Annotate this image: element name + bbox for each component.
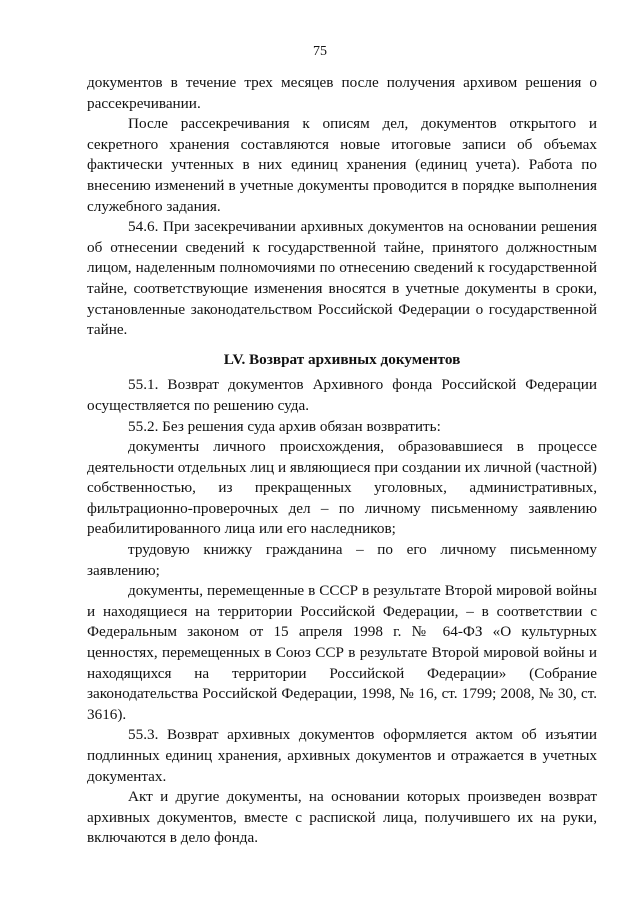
- paragraph-55-2: 55.2. Без решения суда архив обязан возвратить:: [128, 417, 441, 435]
- list-item-work-record-book: трудовую книжку гражданина – по его личному письменному заявлению;: [87, 541, 597, 579]
- document-body: [87, 73, 597, 849]
- paragraph-declassification: После рассекречивания к описям дел, документов открытого и секретного хранения составляются новые итоговые записи об объемах фактически учтенных в них единиц хранения (единиц учета). Работа по внесению изменений в учетные документы проводится в порядке выполнения служебного задания.: [87, 115, 597, 215]
- list-item-personal-documents: документы личного происхождения, образовавшиеся в процессе деятельности отдельных лиц и являющиеся при создании их личной (частной) собственностью, из прекращенных уголовных, административных, фильтрационно-проверочных дел – по личному письменному заявлению реабилитированного лица или его наследников;: [87, 438, 597, 538]
- list-item-displaced-documents: документы, перемещенные в СССР в результате Второй мировой войны и находящиеся на территории Российской Федерации, – в соответствии с Федеральным законом от 15 апреля 1998 г. № 64-ФЗ «О культурных ценностях, перемещенных в Союз ССР в результате Второй мировой войны и находящихся на территории Российской Федерации» (Собрание законодательства Российской Федерации, 1998, № 16, ст. 1799; 2008, № 30, ст. 3616).: [87, 582, 597, 723]
- section-heading: LV. Возврат архивных документов: [223, 350, 461, 368]
- paragraph-continuation: документов в течение трех месяцев после получения архивом решения о рассекречивании.: [87, 74, 597, 112]
- paragraph-55-1: 55.1. Возврат документов Архивного фонда Российской Федерации осуществляется по решению суда.: [87, 376, 597, 414]
- paragraph-55-3: 55.3. Возврат архивных документов оформляется актом об изъятии подлинных единиц хранения, архивных документов и отражается в учетных документах.: [87, 726, 597, 785]
- page-number: 75: [313, 44, 327, 59]
- paragraph-54-6: 54.6. При засекречивании архивных документов на основании решения об отнесении сведений к государственной тайне, принятого должностным лицом, наделенным полномочиями по отнесению сведений к государственной тайне, соответствующие изменения вносятся в учетные документы в сроки, установленные законодательством Российской Федерации о государственной тайне.: [87, 218, 597, 339]
- paragraph-act: Акт и другие документы, на основании которых произведен возврат архивных документов, вместе с распиской лица, получившего их на руки, включаются в дело фонда.: [87, 788, 597, 847]
